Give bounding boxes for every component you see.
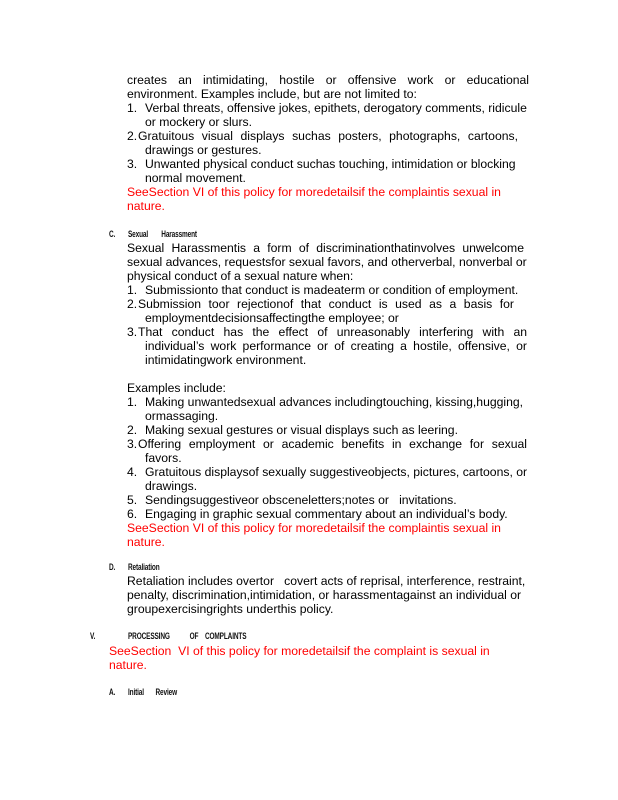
list-number: 2. — [127, 297, 138, 311]
section-heading: Sexual Harassment — [128, 229, 197, 239]
list-item: That conduct has the effect of unreasonably interfering with an — [138, 325, 527, 339]
list-number: 2. — [127, 129, 138, 143]
list-number: 4. — [127, 465, 138, 479]
paragraph-line: penalty, discrimination,intimidation, or harassmentagainst an individual or — [127, 588, 522, 602]
list-item: Submissionto that conduct is madeaterm or condition of employment. — [145, 283, 519, 297]
section-heading: Initial Review — [128, 687, 177, 697]
list-item-cont: favors. — [145, 451, 182, 465]
policy-note: SeeSection VI of this policy for moredetailsif the complaintis sexual in — [127, 521, 501, 535]
list-item-cont: individual’s work performance or of creating a hostile, offensive, or — [145, 339, 527, 353]
policy-note: SeeSection VI of this policy for moredetailsif the complaint is sexual in — [109, 644, 490, 658]
list-item-cont: drawings. — [145, 479, 198, 493]
paragraph-line: creates an intimidating, hostile or offensive work or educational — [127, 73, 529, 87]
list-item: Offering employment or academic benefits in exchange for sexual — [138, 437, 527, 451]
paragraph-line: sexual advances, requestsfor sexual favors, and otherverbal, nonverbal or — [127, 255, 527, 269]
list-item: Engaging in graphic sexual commentary about an individual’s body. — [145, 507, 508, 521]
list-number: 3. — [127, 157, 138, 171]
section-letter: A. — [109, 687, 116, 697]
paragraph-line: groupexercisingrights underthis policy. — [127, 602, 334, 616]
list-number: 1. — [127, 101, 138, 115]
section-heading: Retaliation — [128, 562, 160, 572]
paragraph-line: Sexual Harassmentis a form of discriminationthatinvolves unwelcome — [127, 241, 524, 255]
section-numeral: V. — [90, 631, 96, 641]
list-item: Unwanted physical conduct suchas touching, intimidation or blocking — [145, 157, 516, 171]
policy-note-cont: nature. — [127, 535, 165, 549]
policy-note-cont: nature. — [109, 658, 147, 672]
list-item: Gratuitous displaysof sexually suggestiveobjects, pictures, cartoons, or — [145, 465, 528, 479]
list-item-cont: intimidatingwork environment. — [145, 353, 307, 367]
list-item: Submission toor rejectionof that conduct is used as a basis for — [138, 297, 514, 311]
list-item: Verbal threats, offensive jokes, epithets, derogatory comments, ridicule — [145, 101, 527, 115]
list-item-cont: ormassaging. — [145, 409, 219, 423]
list-number: 3. — [127, 437, 138, 451]
list-number: 5. — [127, 493, 138, 507]
section-letter: C. — [109, 229, 116, 239]
list-number: 1. — [127, 283, 138, 297]
list-item-cont: normal movement. — [145, 171, 246, 185]
examples-label: Examples include: — [127, 381, 226, 395]
list-item-cont: employmentdecisionsaffectingthe employee; or — [145, 311, 399, 325]
list-item: Gratuitous visual displays suchas posters, photographs, cartoons, — [138, 129, 518, 143]
paragraph-line: environment. Examples include, but are not limited to: — [127, 87, 417, 101]
list-number: 1. — [127, 395, 138, 409]
paragraph-line: Retaliation includes overtor covert acts of reprisal, interference, restraint, — [127, 574, 526, 588]
list-number: 2. — [127, 423, 138, 437]
list-item: Making sexual gestures or visual displays such as leering. — [145, 423, 458, 437]
list-number: 6. — [127, 507, 138, 521]
policy-note-cont: nature. — [127, 199, 165, 213]
list-item: Sendingsuggestiveor obsceneletters;notes or invitations. — [145, 493, 457, 507]
list-item-cont: drawings or gestures. — [145, 143, 262, 157]
section-letter: D. — [109, 562, 116, 572]
policy-note: SeeSection VI of this policy for moredetailsif the complaintis sexual in — [127, 185, 501, 199]
list-item-cont: or mockery or slurs. — [145, 115, 252, 129]
list-number: 3. — [127, 325, 138, 339]
section-heading: PROCESSING OF COMPLAINTS — [128, 631, 247, 641]
list-item: Making unwantedsexual advances includingtouching, kissing,hugging, — [145, 395, 524, 409]
paragraph-line: physical conduct of a sexual nature when: — [127, 269, 354, 283]
